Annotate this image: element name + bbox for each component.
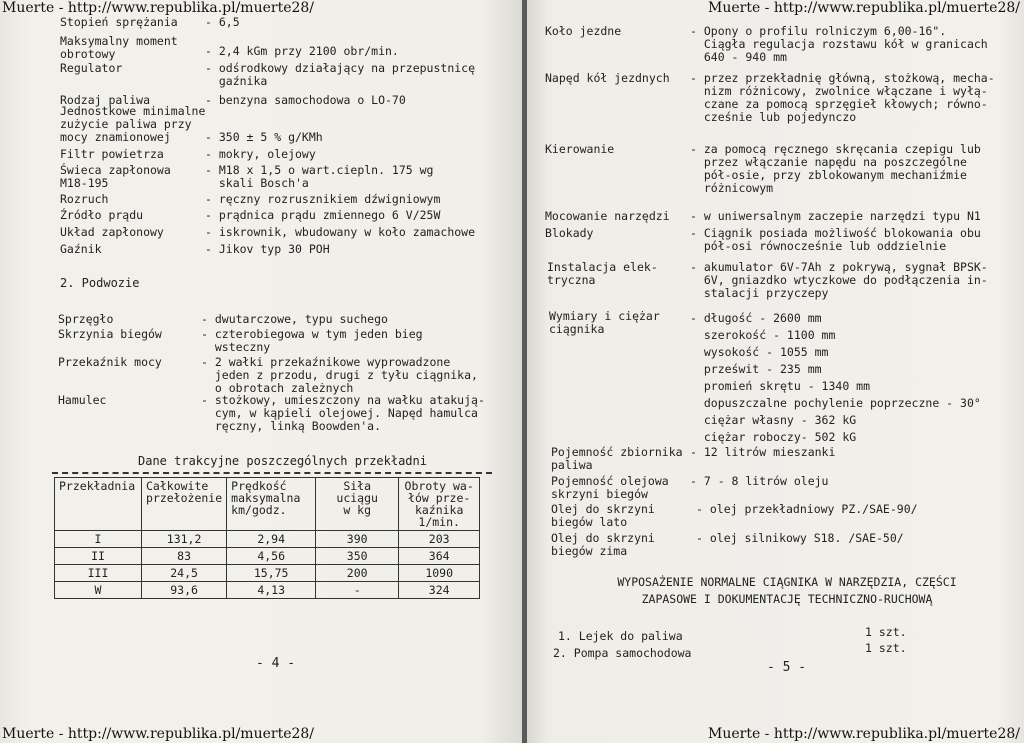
spec-value: - olej przekładniowy PZ./SAE-90/ [696,502,918,516]
spec-label: Wymiary i ciężar ciągnika [549,309,660,336]
spec-label: Koło jezdne [545,24,622,38]
spec-value: - iskrownik, wbudowany w koło zamachowe [205,225,476,239]
table-dashed-rule [52,472,492,474]
spec-value: - Jikov typ 30 POH [205,242,330,256]
table-cell: 15,75 [227,565,316,582]
spec-value: - przez przekładnię główną, stożkową, mecha- nizm różnicowy, zwolnice włączane i wyłą- czane za pomocą sprzęgieł kłowych; równo- cześnie lub pojedynczo [690,71,995,124]
table-cell: III [55,565,142,582]
spec-value: - Opony o profilu rolniczym 6,00-16". Ciągła regulacja rozstawu kół w granicach 640 - 940 mm [690,24,988,64]
table-header: Siła uciągu w kg [316,478,399,531]
spec-value: - prądnica prądu zmiennego 6 V/25W [205,208,441,222]
table-header: Obroty wa- łów prze- kaźnika 1/min. [399,478,480,531]
watermark-text: Muerte - http://www.republika.pl/muerte28/ [707,726,1020,742]
table-header: Prędkość maksymalna km/godz. [227,478,316,531]
spec-label: Źródło prądu [60,208,144,222]
table-cell: 4,13 [227,582,316,599]
section-heading: 2. Podwozie [60,276,140,290]
spec-label: Przekaźnik mocy [58,355,162,369]
spec-value: - 12 litrów mieszanki [690,445,836,459]
equipment-item [558,629,683,643]
table-header: Całkowite przełożenie [142,478,227,531]
table-row [55,565,480,582]
spec-value: - 6,5 [205,15,240,29]
spec-label: Blokady [545,226,594,240]
spec-value: - akumulator 6V-7Ah z pokrywą, sygnał BPSK- 6V, gniazdko wtyczkowe do podłączenia in- stalacji przyczepy [690,260,988,300]
page-number: - 4 - [256,656,296,671]
spec-label: Regulator [60,61,123,75]
equipment-name: 2. Pompa samochodowa [553,646,692,660]
equipment-item [553,646,691,660]
table-row [55,548,480,565]
spec-value: - odśrodkowy działający na przepustnicę gaźnika [205,61,476,88]
table-cell: I [55,531,142,548]
page-number: - 5 - [767,660,807,675]
spec-value: - 350 ± 5 % g/KMh [205,130,323,144]
spec-value: - Ciągnik posiada możliwość blokowania obu pół-osi równocześnie lub oddzielnie [690,226,981,253]
spec-value: - czterobiegowa w tym jeden bieg wsteczny [201,327,423,354]
equipment-qty: 1 szt. [865,641,907,655]
spec-value: - 2 wałki przekaźnikowe wyprowadzone jeden z przodu, drugi z tyłu ciągnika, o obrotach zależnych [201,355,478,395]
table-header-row [55,478,480,531]
table-cell: 203 [399,531,480,548]
table-cell: II [55,548,142,565]
table-cell: 390 [316,531,399,548]
spec-label: Stopień sprężania [60,15,178,29]
traction-table [54,477,480,599]
table-cell: 1090 [399,565,480,582]
watermark-text: Muerte - http://www.republika.pl/muerte28/ [2,726,315,742]
equipment-qty: 1 szt. [865,625,907,639]
table-cell: - [316,582,399,599]
spec-value: - 2,4 kGm przy 2100 obr/min. [205,44,399,58]
table-cell: W [55,582,142,599]
table-caption: Dane trakcyjne poszczególnych przekładni [138,454,427,468]
spec-value: - stożkowy, umieszczony na wałku atakują- cym, w kąpieli olejowej. Napęd hamulca ręczny, linką Boowden'a. [201,393,485,433]
table-cell: 324 [399,582,480,599]
spec-value: - za pomocą ręcznego skręcania czepigu lub przez włączanie napędu na poszczególne pół-osie, przy zblokowanym mechaniźmie różnicowym [690,142,981,195]
spec-label: Układ zapłonowy [60,225,164,239]
spec-value: - długość - 2600 mm szerokość - 1100 mm wysokość - 1055 mm prześwit - 235 mm promień skrętu - 1340 mm dopuszczalne pochylenie poprzeczne - 30° ciężar własny - 362 kG ciężar roboczy- 502 kG [690,311,981,444]
spec-label: Napęd kół jezdnych [545,71,670,85]
spec-value: - w uniwersalnym zaczepie narzędzi typu N1 [690,209,981,223]
spec-value: - ręczny rozrusznikiem dźwigniowym [205,192,441,206]
table-row [55,531,480,548]
table-cell: 93,6 [142,582,227,599]
spec-label: Olej do skrzyni biegów lato [551,502,655,529]
spec-label: Mocowanie narzędzi [545,209,670,223]
spec-label: Gaźnik [60,242,102,256]
spec-value: - olej silnikowy S18. /SAE-50/ [696,531,904,545]
spec-label: Kierowanie [545,142,615,156]
spec-label: Filtr powietrza [60,147,164,161]
spec-label: Maksymalny moment obrotowy [60,34,178,61]
table-cell: 200 [316,565,399,582]
spec-value: - mokry, olejowy [205,147,316,161]
watermark-text: Muerte - http://www.republika.pl/muerte28/ [2,0,315,16]
spec-label: Pojemność olejowa skrzyni biegów [551,474,669,501]
spec-label: Sprzęgło [58,312,114,326]
table-cell: 2,94 [227,531,316,548]
spec-label: Instalacja elek- tryczna [547,260,658,287]
table-cell: 24,5 [142,565,227,582]
table-cell: 83 [142,548,227,565]
spec-label: Pojemność zbiornika paliwa [551,445,683,472]
table-cell: 364 [399,548,480,565]
spec-label: Świeca zapłonowa M18-195 [60,163,171,190]
spec-value: - 7 - 8 litrów oleju [690,474,829,488]
watermark-text: Muerte - http://www.republika.pl/muerte28/ [707,0,1020,16]
table-cell: 350 [316,548,399,565]
table-cell: 4,56 [227,548,316,565]
spec-label: Skrzynia biegów [58,327,162,341]
spec-label: Hamulec [58,393,107,407]
spec-value: - M18 x 1,5 o wart.ciepln. 175 wg skali Bosch'a [205,163,434,190]
spec-label: Rodzaj paliwa [60,93,151,107]
table-row [55,582,480,599]
table-cell: 131,2 [142,531,227,548]
spec-value: - benzyna samochodowa o LO-70 [205,93,406,107]
spec-value: - dwutarczowe, typu suchego [201,312,388,326]
equipment-title: WYPOSAŻENIE NORMALNE CIĄGNIKA W NARZĘDZIA, CZĘŚCI ZAPASOWE I DOKUMENTACJĘ TECHNICZNO-RUCHOWĄ [617,575,957,606]
spec-label: Olej do skrzyni biegów zima [551,531,655,558]
table-header: Przekładnia [55,478,142,531]
spec-label: Jednostkowe minimalne zużycie paliwa przy mocy znamionowej [60,104,206,144]
equipment-name: 1. Lejek do paliwa [558,629,683,643]
spec-label: Rozruch [60,192,109,206]
